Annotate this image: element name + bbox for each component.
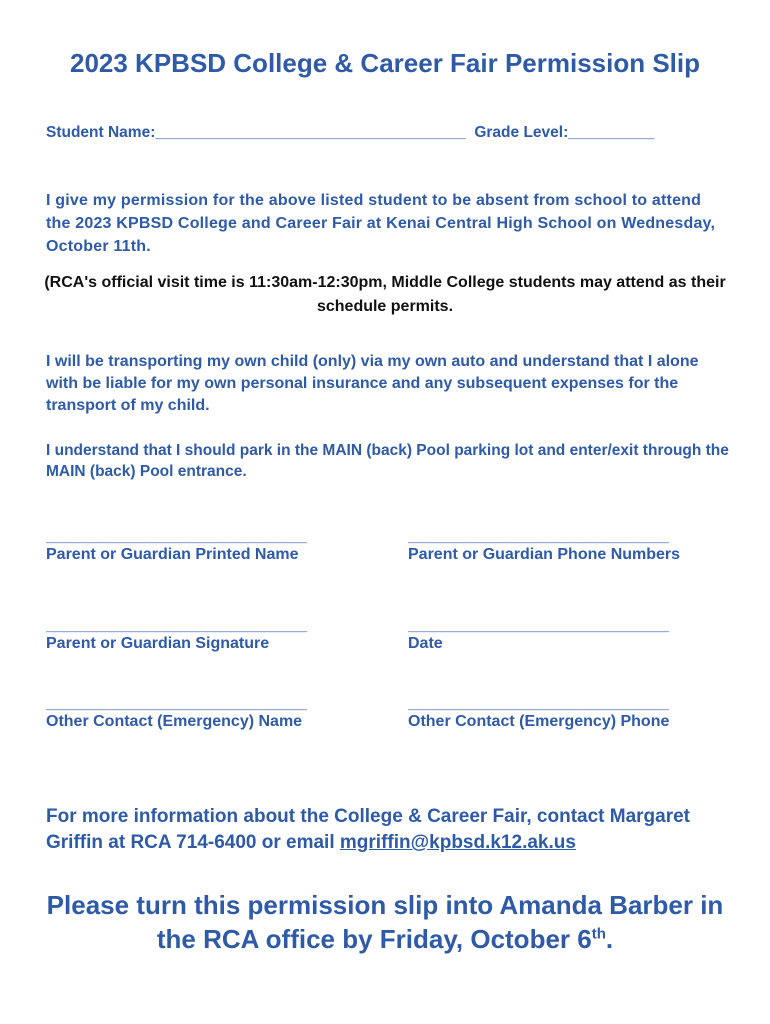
- student-name-field[interactable]: ____________________________________: [155, 124, 466, 141]
- closing-text: Please turn this permission slip into Amanda Barber in the RCA office by Friday, October 6: [46, 890, 724, 954]
- emergency-phone-block: [408, 697, 738, 731]
- visit-time-note: (RCA's official visit time is 11:30am-12:30pm, Middle College students may attend as their schedule permits.: [44, 274, 726, 315]
- page-title: 2023 KPBSD College & Career Fair Permission Slip: [69, 48, 701, 78]
- emergency-phone-label: Other Contact (Emergency) Phone: [408, 713, 670, 730]
- contact-email-link[interactable]: mgriffin@kpbsd.k12.ak.us: [339, 832, 576, 853]
- parent-phone-label: Parent or Guardian Phone Numbers: [408, 546, 681, 563]
- student-name-label: Student Name:: [46, 124, 156, 141]
- permission-paragraph: I give my permission for the above listed student to be absent from school to attend the 2023 KPBSD College and Career Fair at Kenai Central High School on Wednesday, October 11th.: [46, 192, 716, 255]
- closing-instruction: [30, 888, 740, 956]
- student-info-line: [46, 124, 736, 142]
- emergency-name-field[interactable]: _______________________________: [46, 697, 307, 711]
- parent-name-block: [46, 530, 376, 564]
- emergency-name-label: Other Contact (Emergency) Name: [46, 713, 303, 730]
- emergency-phone-field[interactable]: _______________________________: [408, 697, 669, 711]
- parent-signature-label: Parent or Guardian Signature: [46, 635, 270, 652]
- parent-phone-field[interactable]: _______________________________: [408, 530, 669, 544]
- parent-signature-field[interactable]: _______________________________: [46, 619, 307, 633]
- transport-paragraph: I will be transporting my own child (only) via my own auto and understand that I alone with be liable for my own personal insurance and any subsequent expenses for the transport of my child.: [46, 353, 699, 414]
- grade-level-label: Grade Level:: [474, 124, 569, 141]
- closing-period: .: [605, 924, 614, 954]
- grade-level-field[interactable]: __________: [568, 124, 655, 141]
- contact-info: [46, 804, 736, 856]
- date-block: [408, 619, 738, 653]
- emergency-name-block: [46, 697, 376, 731]
- parent-signature-block: [46, 619, 376, 653]
- contact-text: For more information about the College & Career Fair, contact Margaret Griffin at RCA 714-6400 or email: [46, 806, 691, 853]
- closing-ordinal-suffix: th: [591, 925, 606, 943]
- parent-phone-block: [408, 530, 738, 564]
- parent-name-field[interactable]: _______________________________: [46, 530, 307, 544]
- date-field[interactable]: _______________________________: [408, 619, 669, 633]
- parent-name-label: Parent or Guardian Printed Name: [46, 546, 299, 563]
- parking-paragraph: I understand that I should park in the MAIN (back) Pool parking lot and enter/exit through the MAIN (back) Pool entrance.: [46, 442, 729, 480]
- date-label: Date: [408, 635, 443, 652]
